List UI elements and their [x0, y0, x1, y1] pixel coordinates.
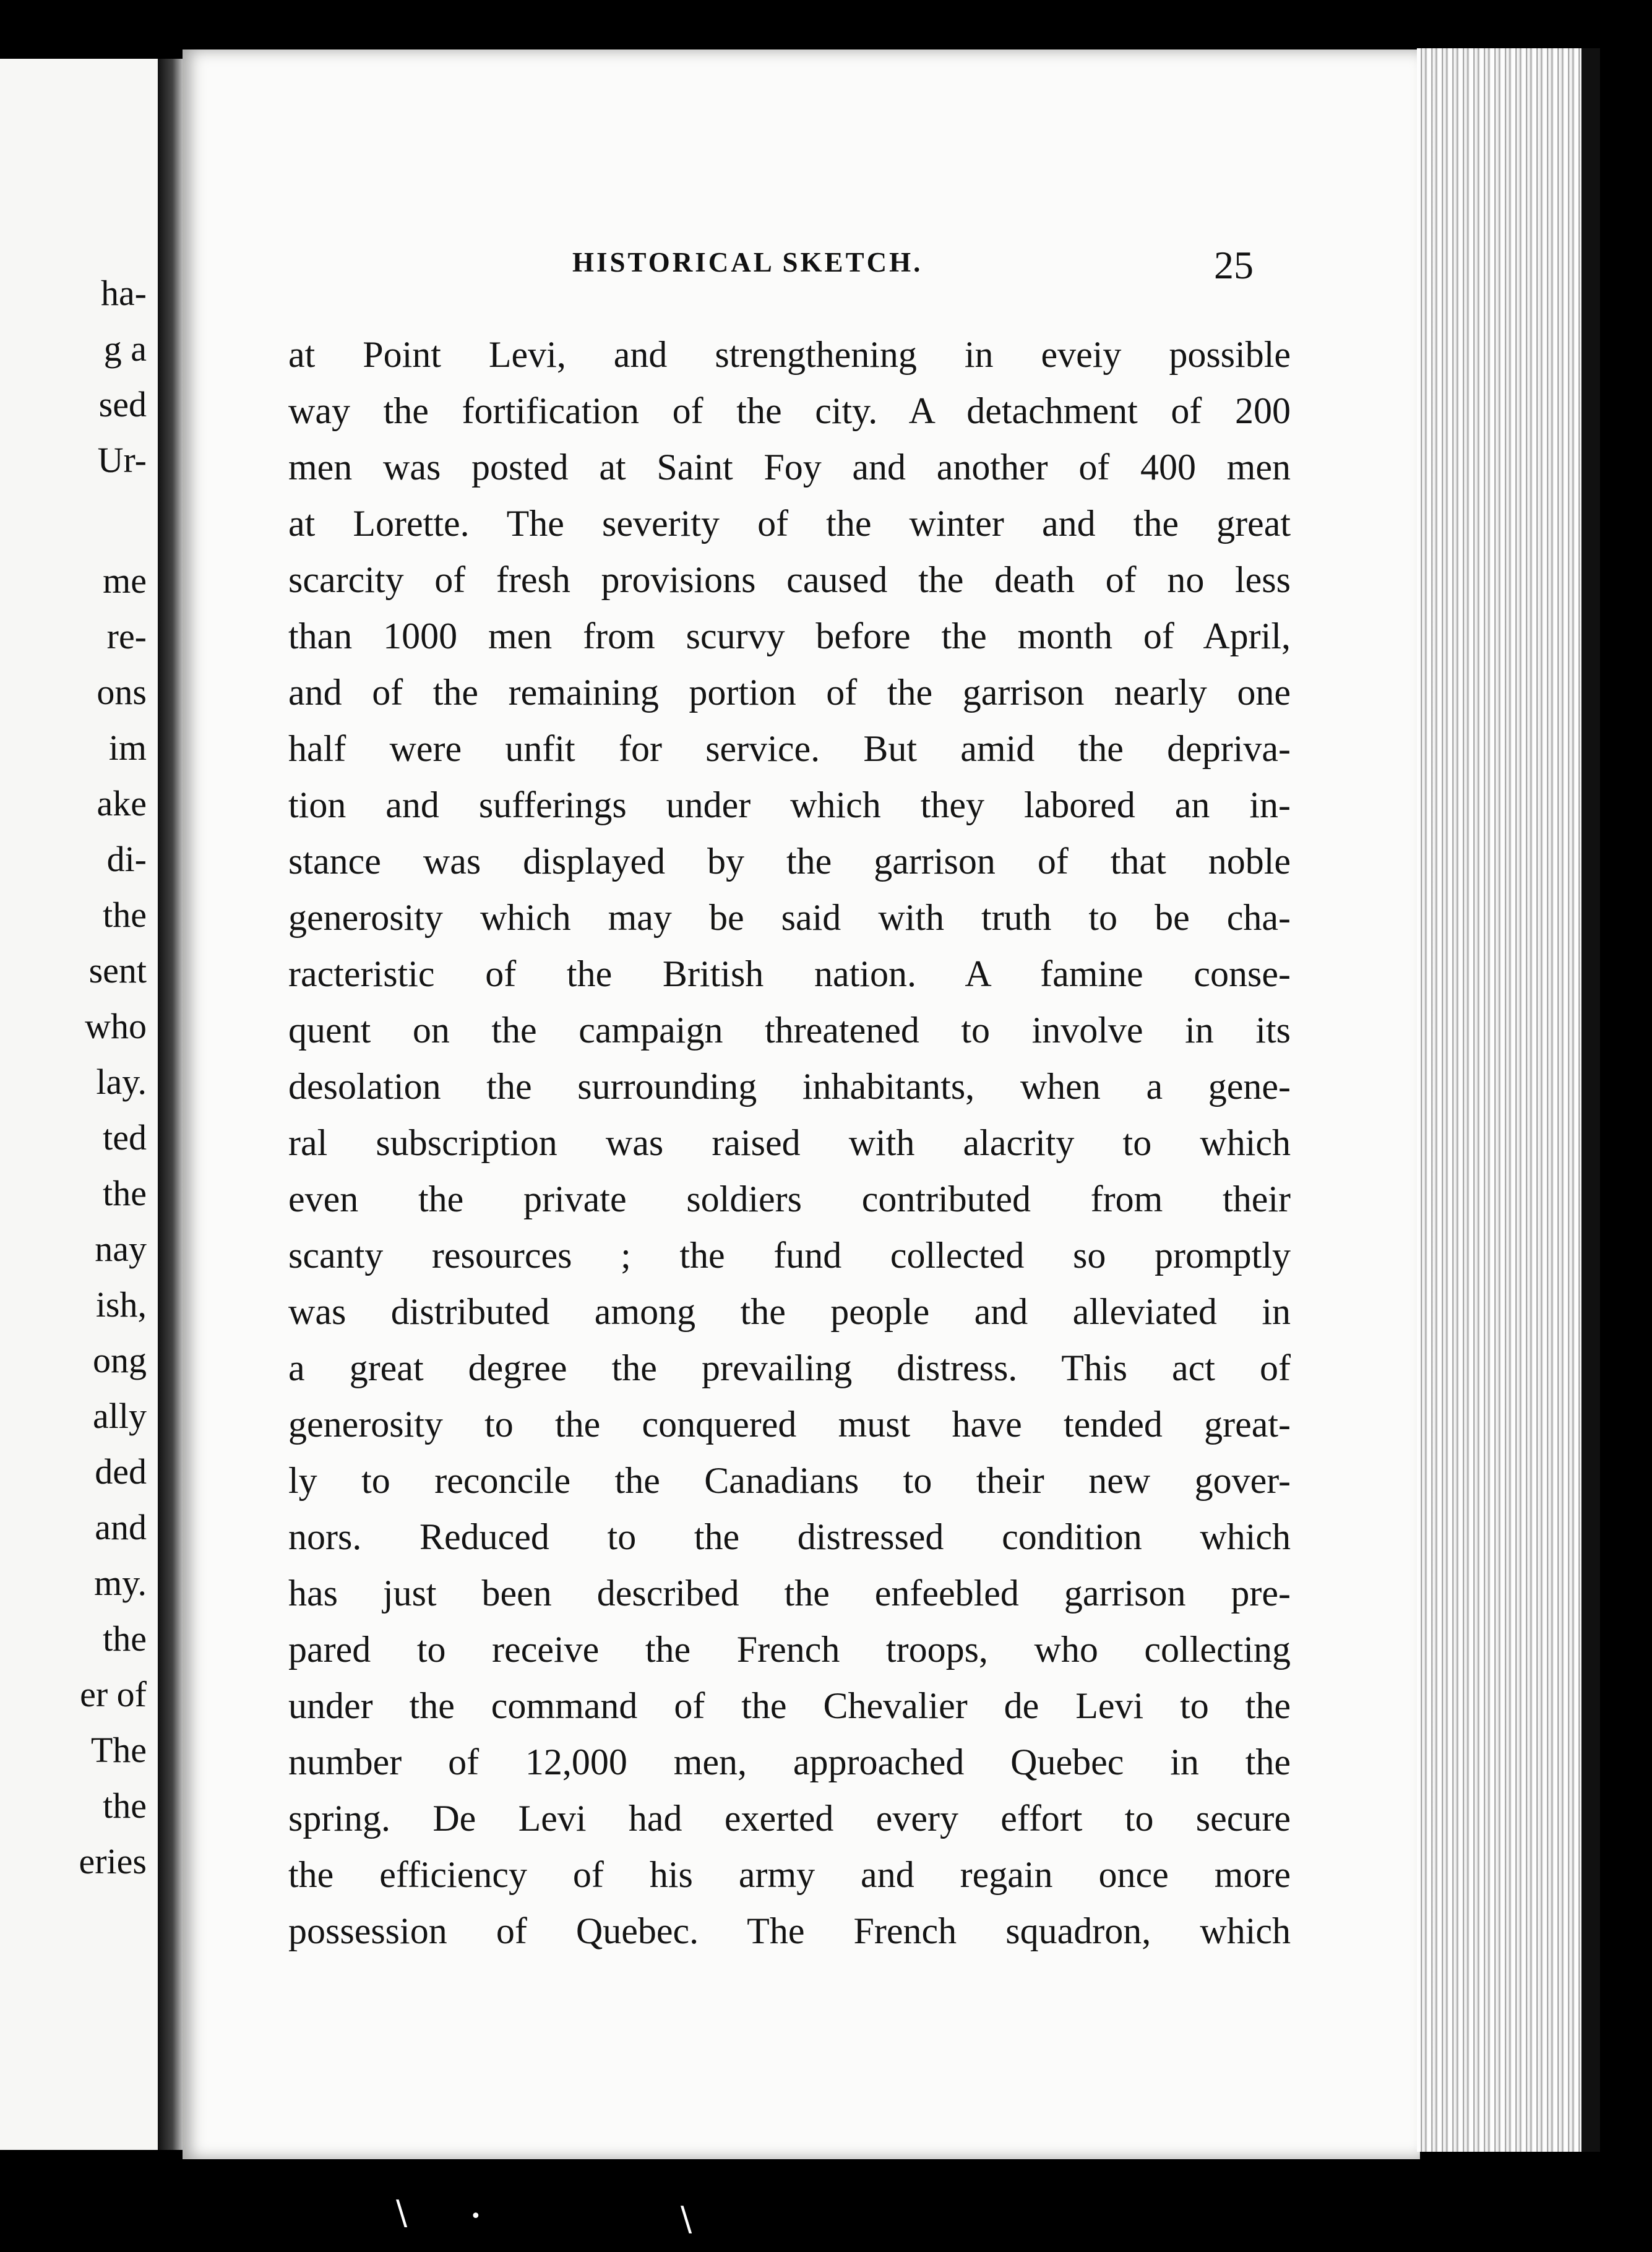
body-text-line: half were unfit for service. But amid the depriva- — [288, 728, 1291, 769]
body-text-line: scarcity of fresh provisions caused the death of no less — [288, 559, 1291, 600]
left-page-line-fragment: ong — [93, 1340, 147, 1380]
left-page-line-fragment: the — [103, 1618, 147, 1659]
left-page-line-fragment: g a — [103, 329, 147, 369]
page-edges — [1417, 48, 1583, 2152]
body-text-line: tion and sufferings under which they labored an in- — [288, 784, 1291, 825]
body-text-line: number of 12,000 men, approached Quebec in the — [288, 1742, 1291, 1782]
body-text-line: was distributed among the people and alleviated in — [288, 1291, 1291, 1332]
left-page-line-fragment: me — [103, 561, 147, 601]
left-page-line-fragment: ons — [97, 672, 147, 712]
body-text-line: scanty resources ; the fund collected so promptly — [288, 1235, 1291, 1276]
body-text-line: stance was displayed by the garrison of that noble — [288, 841, 1291, 882]
body-text-line: pared to receive the French troops, who collecting — [288, 1629, 1291, 1670]
left-page — [0, 59, 161, 2150]
left-page-line-fragment: im — [108, 728, 147, 768]
body-text-line: nors. Reduced to the distressed condition which — [288, 1516, 1291, 1557]
left-page-line-fragment: the — [103, 895, 147, 935]
body-text-line: spring. De Levi had exerted every effort to secure — [288, 1798, 1291, 1839]
body-text-line: racteristic of the British nation. A famine conse- — [288, 953, 1291, 994]
left-page-line-fragment: the — [103, 1173, 147, 1213]
left-page-line-fragment: ake — [97, 783, 147, 823]
body-text-line: ral subscription was raised with alacrity to which — [288, 1122, 1291, 1163]
body-text-line: possession of Quebec. The French squadron, which — [288, 1910, 1291, 1951]
left-page-line-fragment: sed — [98, 384, 147, 424]
left-page-line-fragment: di- — [106, 839, 147, 879]
left-page-line-fragment: ha- — [100, 273, 147, 313]
body-text-line: even the private soldiers contributed from their — [288, 1179, 1291, 1219]
left-page-line-fragment: The — [90, 1730, 147, 1770]
body-text-line: generosity to the conquered must have tended great- — [288, 1404, 1291, 1445]
scan-artifact-mark: \ — [396, 2193, 408, 2232]
scan-artifact-dot: • — [470, 2206, 481, 2227]
body-text-line: men was posted at Saint Foy and another of 400 men — [288, 447, 1291, 488]
body-text-line: at Point Levi, and strengthening in eveiy possible — [288, 334, 1291, 375]
left-page-line-fragment: re- — [106, 616, 147, 656]
body-text-line: way the fortification of the city. A detachment of 200 — [288, 390, 1291, 431]
body-text-line: than 1000 men from scurvy before the month of April, — [288, 616, 1291, 656]
left-page-line-fragment: sent — [88, 950, 147, 991]
body-text-line: ly to reconcile the Canadians to their new gover- — [288, 1460, 1291, 1501]
body-text-line: a great degree the prevailing distress. This act of — [288, 1347, 1291, 1388]
running-head: HISTORICAL SKETCH. — [572, 247, 923, 278]
body-text-line: generosity which may be said with truth to be cha- — [288, 897, 1291, 938]
edge-shadow — [1581, 48, 1600, 2152]
left-page-line-fragment: who — [85, 1006, 147, 1046]
page-number: 25 — [1214, 243, 1254, 287]
left-page-line-fragment: ded — [95, 1451, 147, 1492]
left-page-line-fragment: ish, — [95, 1284, 147, 1325]
body-text-line: quent on the campaign threatened to involve in its — [288, 1010, 1291, 1051]
body-text-line: and of the remaining portion of the garrison nearly one — [288, 672, 1291, 713]
left-page-line-fragment: eries — [79, 1841, 147, 1881]
left-page-line-fragment: the — [103, 1786, 147, 1826]
left-page-line-fragment: ally — [93, 1396, 147, 1436]
scan-artifact-mark: \ — [681, 2199, 692, 2238]
left-page-line-fragment: lay. — [96, 1062, 147, 1102]
left-page-line-fragment: my. — [94, 1563, 147, 1603]
left-page-line-fragment: and — [95, 1507, 147, 1547]
left-page-line-fragment: ted — [103, 1117, 147, 1158]
body-text-line: at Lorette. The severity of the winter and the great — [288, 503, 1291, 544]
left-page-line-fragment: er of — [80, 1674, 147, 1714]
body-text-line: desolation the surrounding inhabitants, when a gene- — [288, 1066, 1291, 1107]
body-text-line: has just been described the enfeebled garrison pre- — [288, 1573, 1291, 1614]
body-text — [288, 327, 1291, 1959]
book-gutter — [158, 59, 183, 2150]
left-page-line-fragment: Ur- — [97, 440, 147, 480]
body-text-line: the efficiency of his army and regain once more — [288, 1854, 1291, 1895]
left-page-line-fragment: nay — [95, 1229, 147, 1269]
body-text-line: under the command of the Chevalier de Levi to the — [288, 1685, 1291, 1726]
